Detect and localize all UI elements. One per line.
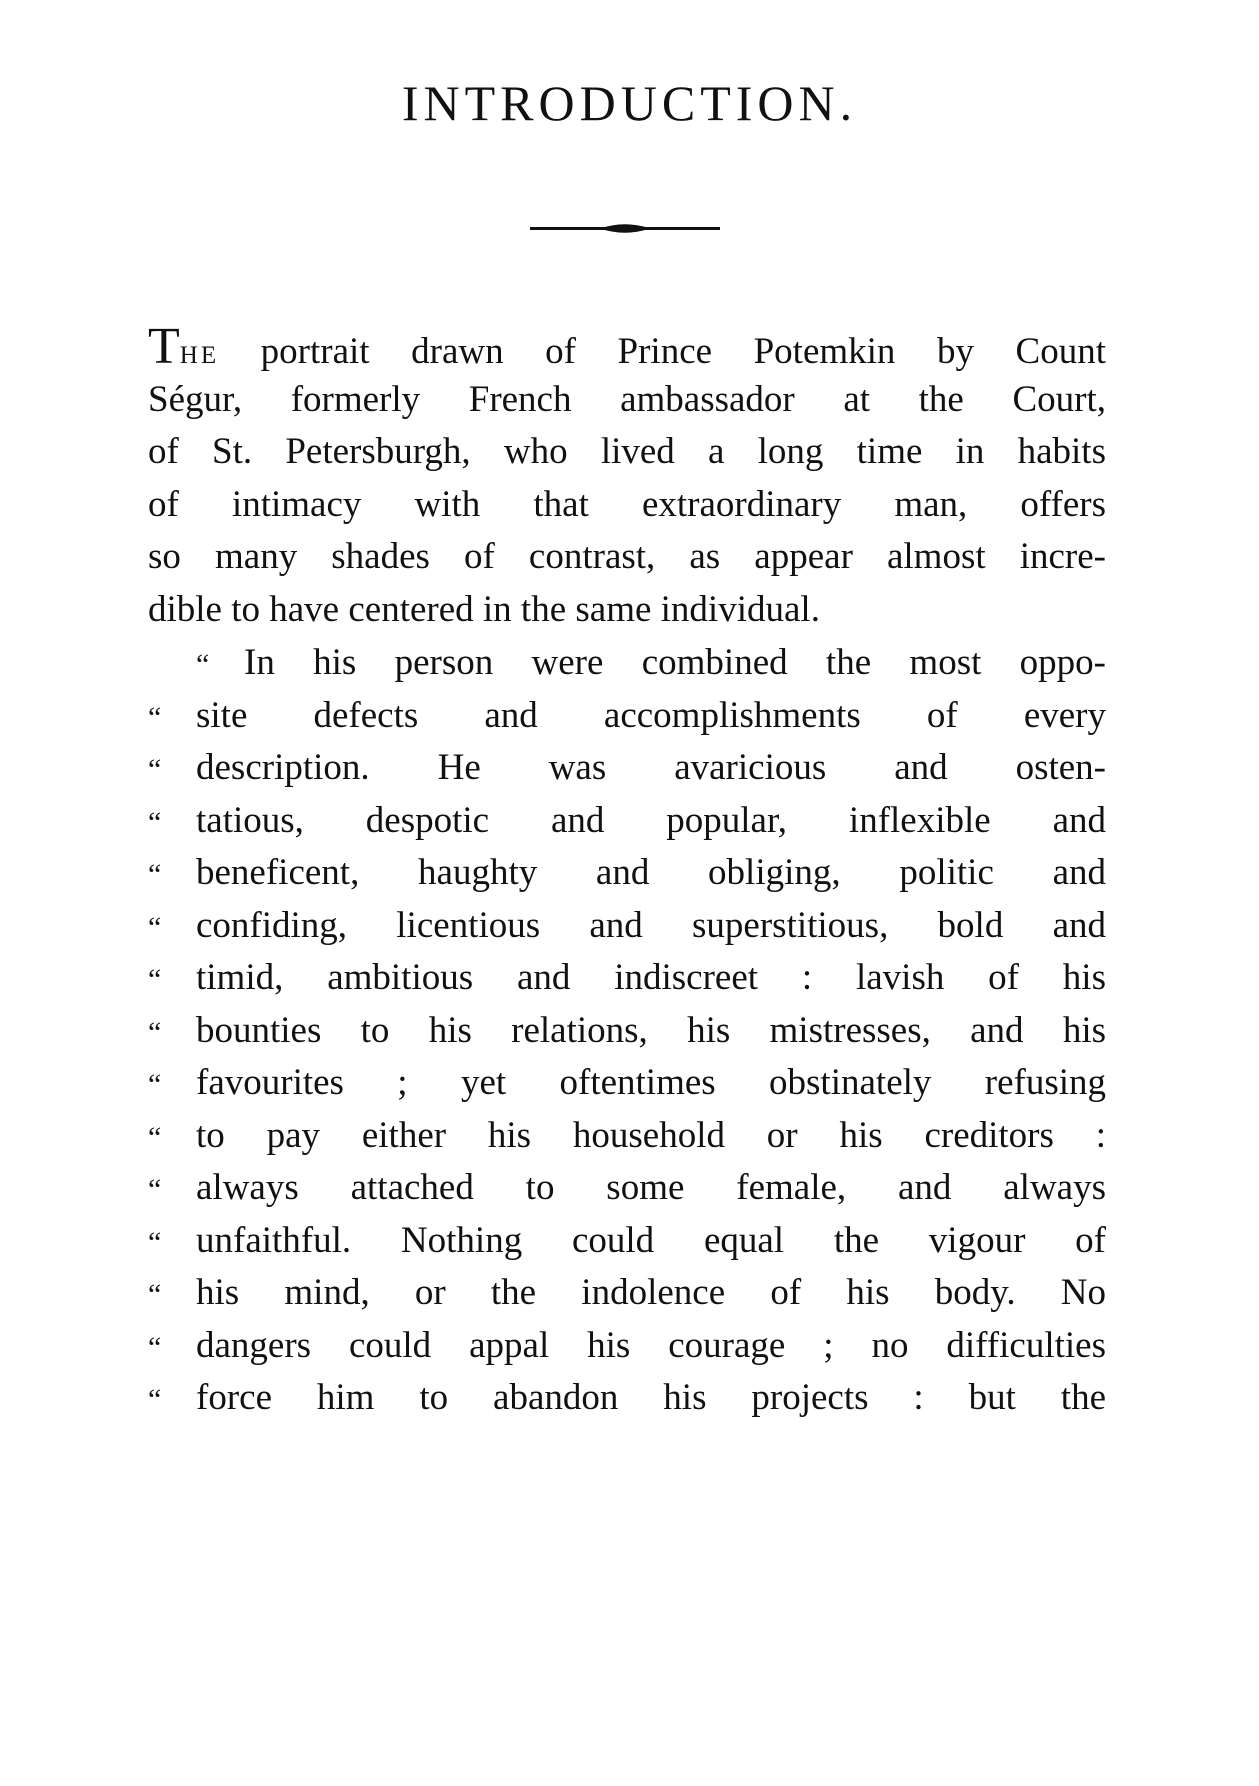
quote-line-text: bounties to his relations, his mistresses, and his — [196, 1009, 1106, 1051]
quote-line-4 — [148, 795, 1106, 848]
paragraph-1-line-6: dible to have centered in the same individual. — [148, 588, 820, 630]
quote-mark: “ — [148, 700, 162, 734]
drop-cap: T — [148, 318, 180, 375]
quote-line-7 — [148, 952, 1106, 1005]
quote-line-5 — [148, 847, 1106, 900]
quote-line-text: description. He was avaricious and osten- — [196, 747, 1106, 788]
page-title: INTRODUCTION. — [401, 75, 858, 131]
quote-mark: “ — [148, 805, 162, 839]
quote-mark: “ — [148, 1173, 162, 1206]
quote-line-8 — [148, 1005, 1106, 1058]
quote-mark: “ — [148, 910, 162, 944]
quote-line-text: tatious, despotic and popular, inflexible and — [196, 799, 1106, 841]
paragraph-2-quotation — [148, 637, 1106, 1425]
quote-mark: “ — [148, 1120, 162, 1154]
paragraph-1 — [148, 318, 1107, 636]
quote-line-text: site defects and accomplishments of every — [196, 694, 1106, 736]
quote-line-text: unfaithful. Nothing could equal the vigour of — [196, 1219, 1106, 1261]
quote-line-text: dangers could appal his courage ; no difficulties — [196, 1324, 1106, 1366]
quote-line-13 — [148, 1267, 1106, 1320]
paragraph-1-line-3: of St. Petersburgh, who lived a long time in habits — [148, 431, 1106, 472]
quote-line-text: timid, ambitious and indiscreet : lavish of his — [196, 957, 1106, 998]
quote-line-12 — [148, 1215, 1106, 1268]
quote-line-text: beneficent, haughty and obliging, politic and — [196, 852, 1106, 893]
quote-line-text: always attached to some female, and always — [196, 1167, 1106, 1208]
quote-line-9 — [148, 1057, 1106, 1110]
small-caps: HE — [179, 342, 220, 369]
quote-line-10 — [148, 1110, 1106, 1163]
quote-line-text: to pay either his household or his creditors : — [196, 1114, 1106, 1156]
paragraph-1-line-5: so many shades of contrast, as appear almost incre- — [148, 536, 1106, 577]
quote-line-text: confiding, licentious and superstitious, bold and — [196, 904, 1106, 946]
opening-quote-mark: “ — [196, 648, 210, 681]
paragraph-1-line-2: Ségur, formerly French ambassador at the Court, — [148, 378, 1106, 420]
quote-mark: “ — [148, 963, 162, 996]
quote-mark: “ — [148, 1383, 162, 1416]
quote-line-15 — [148, 1372, 1106, 1425]
quote-line-11 — [148, 1162, 1106, 1215]
quote-line-2 — [148, 690, 1106, 743]
paragraph-1-line-4: of intimacy with that extraordinary man, offers — [148, 483, 1106, 525]
quote-line-1 — [148, 637, 1106, 690]
quote-mark: “ — [148, 1068, 162, 1101]
quote-mark: “ — [148, 1015, 162, 1049]
quote-mark: “ — [148, 1225, 162, 1259]
quote-line-1-text: In his person were combined the most oppo- — [244, 642, 1106, 683]
quote-mark: “ — [148, 753, 162, 786]
quote-mark: “ — [148, 1278, 162, 1311]
quote-mark: “ — [148, 858, 162, 891]
quote-line-3 — [148, 742, 1106, 795]
ornamental-rule — [530, 218, 720, 240]
quote-line-14 — [148, 1320, 1106, 1373]
quote-mark: “ — [148, 1330, 162, 1364]
quote-line-text: force him to abandon his projects : but the — [196, 1377, 1106, 1418]
quote-line-text: his mind, or the indolence of his body. No — [196, 1272, 1106, 1313]
paragraph-1-line-1 — [148, 318, 1107, 375]
quote-line-6 — [148, 900, 1106, 953]
paragraph-1-line-1-text: portrait drawn of Prince Potemkin by Count — [260, 331, 1107, 372]
quote-line-text: favourites ; yet oftentimes obstinately refusing — [196, 1062, 1106, 1103]
